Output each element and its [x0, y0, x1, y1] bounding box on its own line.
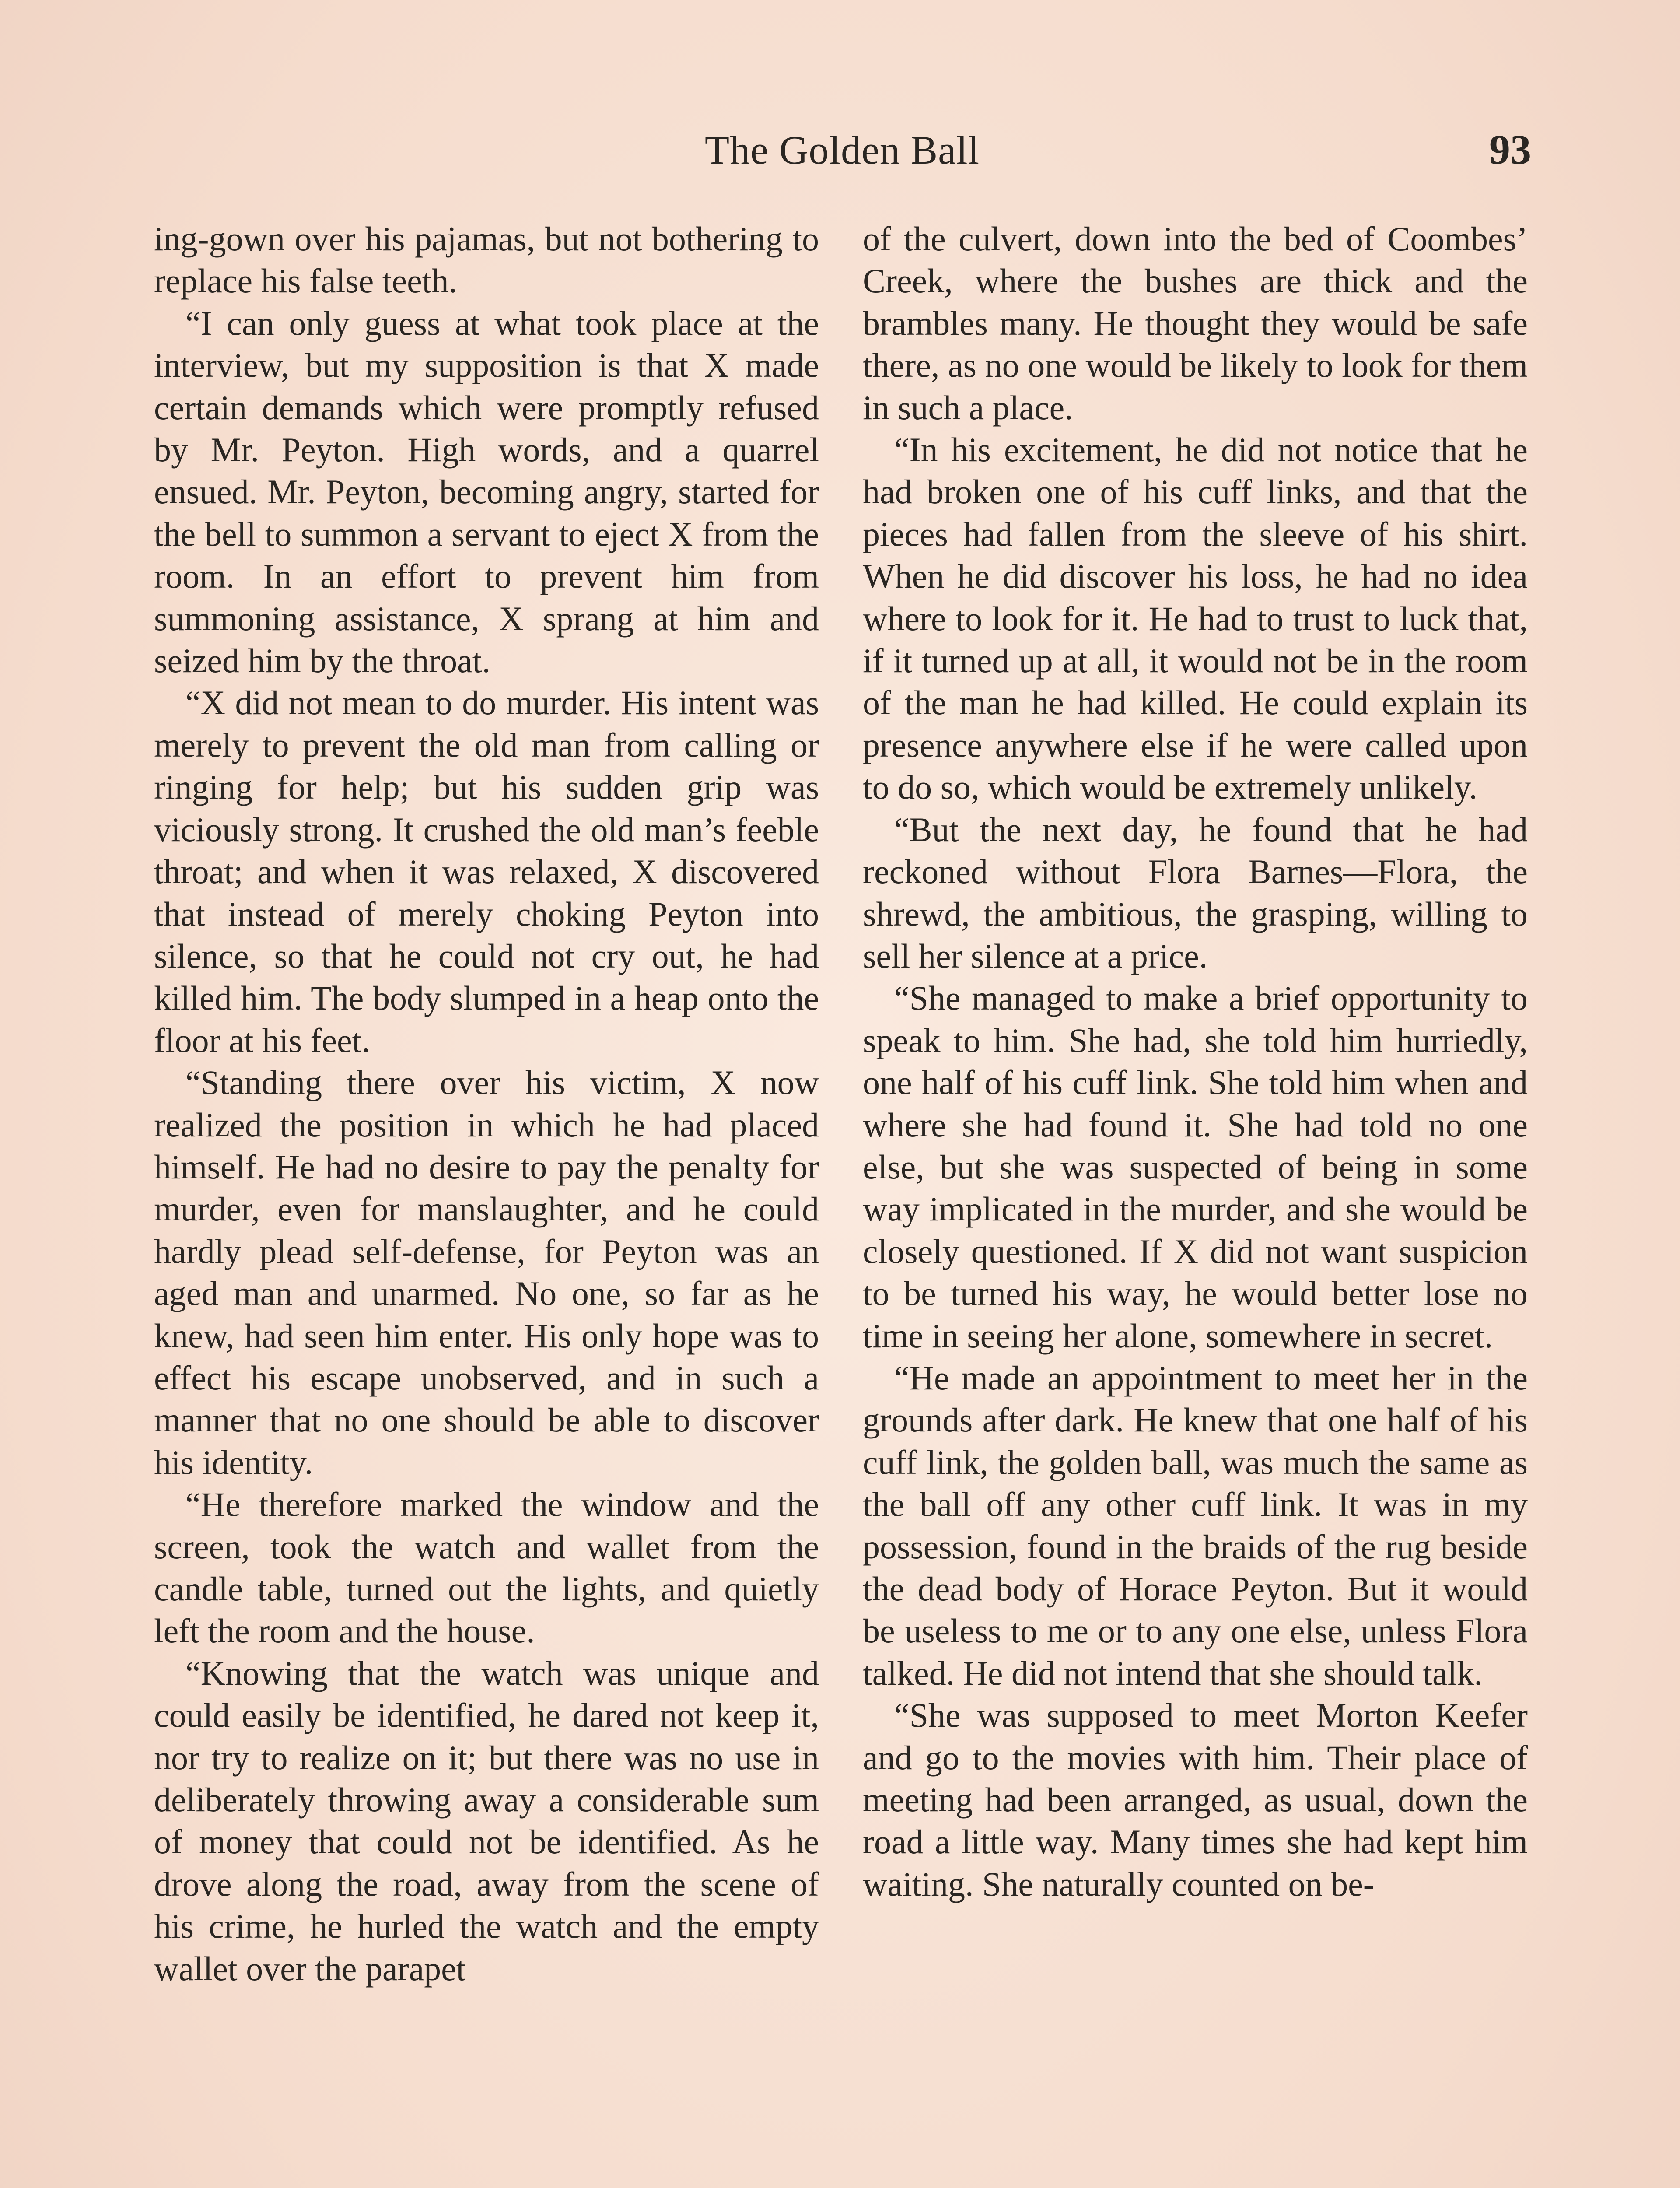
- paragraph: “He therefore marked the window and the screen, took the watch and wallet from the candle table, turned out the lights, and quietly left the room and the house.: [154, 1485, 819, 1650]
- paragraph: “But the next day, he found that he had reckoned without Flora Barnes—Flora, the shrewd, the ambitious, the grasping, willing to sell her silence at a price.: [863, 810, 1528, 975]
- right-column: [863, 218, 1528, 1905]
- paragraph: “He made an appointment to meet her in the grounds after dark. He knew that one half of his cuff link, the golden ball, was much the same as the ball off any other cuff link. It was in my possession, found in the braids of the rug beside the dead body of Horace Peyton. But it would be useless to me or to any one else, unless Flora talked. He did not intend that she should talk.: [863, 1358, 1528, 1692]
- paragraph: “She managed to make a brief opportunity to speak to him. She had, she told him hurriedly, one half of his cuff link. She told him when and where she had found it. She had told no one else, but she was suspected of being in some way implicated in the murder, and she would be closely questioned. If X did not want suspicion to be turned his way, he would better lose no time in seeing her alone, somewhere in secret.: [863, 979, 1528, 1355]
- paragraph: “I can only guess at what took place at the interview, but my supposition is that X made certain demands which were promptly refused by Mr. Peyton. High words, and a quarrel ensued. Mr. Peyton, becoming angry, started for the bell to summon a servant to eject X from the room. In an effort to prevent him from summoning assistance, X sprang at him and seized him by the throat.: [154, 304, 819, 680]
- page-header: [153, 127, 1531, 188]
- paragraph: of the culvert, down into the bed of Coombes’ Creek, where the bushes are thick and the brambles many. He thought they would be safe there, as no one would be likely to look for them in such a place.: [863, 220, 1528, 427]
- paragraph: ing-gown over his pajamas, but not bothering to replace his false teeth.: [154, 220, 819, 300]
- page-number: 93: [1489, 126, 1531, 173]
- running-title: The Golden Ball: [704, 128, 980, 172]
- paragraph: “X did not mean to do murder. His intent was merely to prevent the old man from calling or ringing for help; but his sudden grip was viciously strong. It crushed the old man’s feeble throat; and when it was relaxed, X discovered that instead of merely choking Peyton into silence, so that he could not cry out, he had killed him. The body slumped in a heap onto the floor at his feet.: [154, 684, 819, 1059]
- paragraph: “In his excitement, he did not notice that he had broken one of his cuff links, and that the pieces had fallen from the sleeve of his shirt. When he did discover his loss, he had no idea where to look for it. He had to trust to luck that, if it turned up at all, it would not be in the room of the man he had killed. He could explain its presence anywhere else if he were called upon to do so, which would be extremely unlikely.: [863, 431, 1528, 806]
- paragraph: “Standing there over his victim, X now realized the position in which he had placed himself. He had no desire to pay the penalty for murder, even for manslaughter, and he could hardly plead self-defense, for Peyton was an aged man and unarmed. No one, so far as he knew, had seen him enter. His only hope was to effect his escape unobserved, and in such a manner that no one should be able to discover his identity.: [154, 1063, 819, 1481]
- paragraph: “She was supposed to meet Morton Keefer and go to the movies with him. Their place of meeting had been arranged, as usual, down the road a little way. Many times she had kept him waiting. She naturally counted on be-: [863, 1696, 1528, 1903]
- left-column: [154, 218, 819, 1990]
- paragraph: “Knowing that the watch was unique and could easily be identified, he dared not keep it, nor try to realize on it; but there was no use in deliberately throwing away a considerable sum of money that could not be identified. As he drove along the road, away from the scene of his crime, he hurled the watch and the empty wallet over the parapet: [154, 1654, 819, 1988]
